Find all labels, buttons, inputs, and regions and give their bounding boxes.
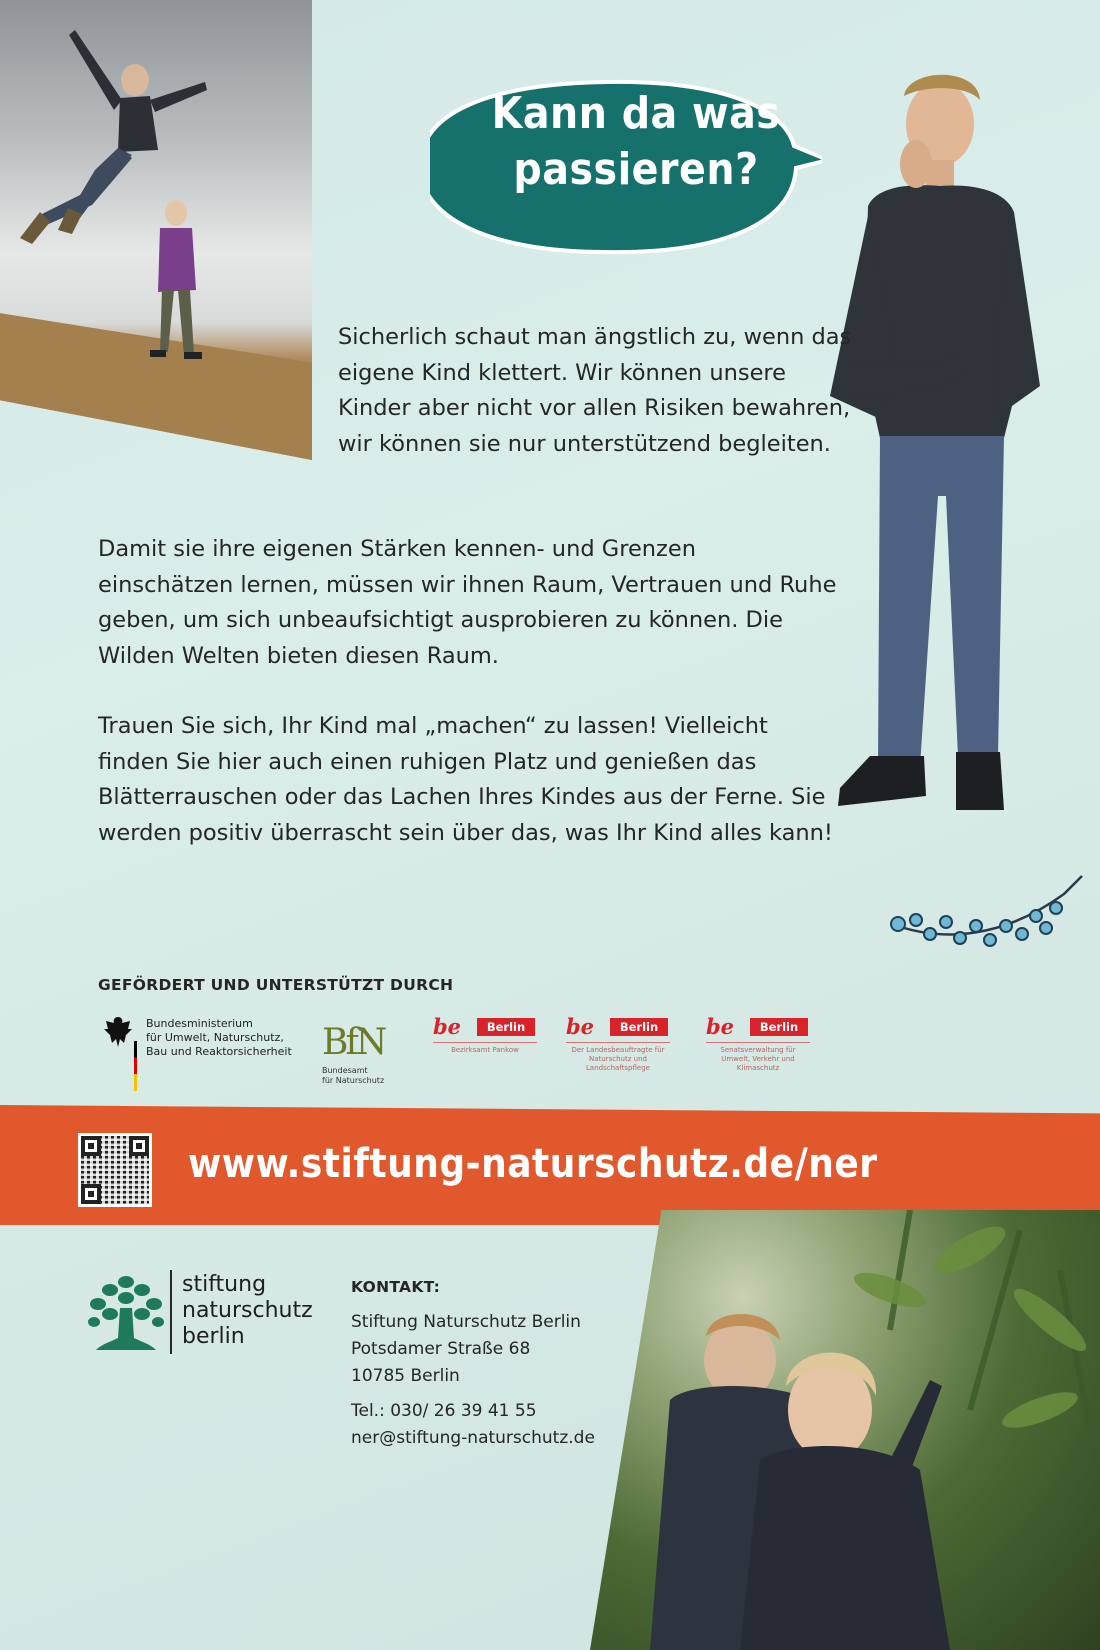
- qr-finder-top-left: [81, 1136, 101, 1156]
- bfn-name-line-1: Bundesamt: [322, 1066, 368, 1075]
- bmu-logo: [98, 1013, 298, 1093]
- contact-spacer: [351, 1390, 595, 1398]
- berlin-logo-be: be: [433, 1014, 462, 1039]
- berlin-logo-senatsverwaltung: [706, 1014, 810, 1092]
- tree-logo-icon: [86, 1268, 166, 1356]
- berlin-logo-pankow: [433, 1014, 537, 1092]
- berlin-logo-sub: Bezirksamt Pankow: [451, 1046, 519, 1054]
- organization-name: [182, 1272, 313, 1350]
- berlin-logo-box: Berlin: [610, 1018, 668, 1036]
- bmu-name-line-2: für Umwelt, Naturschutz,: [146, 1031, 284, 1044]
- qr-code-icon[interactable]: [78, 1133, 152, 1207]
- berlin-logo-be: be: [566, 1014, 595, 1039]
- berlin-logo-rule: [566, 1042, 670, 1043]
- qr-code-pattern: [81, 1136, 149, 1204]
- photo-climbing-boys: [590, 1210, 1100, 1650]
- berlin-logo-be: be: [706, 1014, 735, 1039]
- berry-branch-icon: [886, 874, 1086, 970]
- contact-title: KONTAKT:: [351, 1278, 441, 1296]
- organization-name-line-1: stiftung: [182, 1272, 267, 1297]
- paragraph-intro: Sicherlich schaut man ängstlich zu, wenn das eigene Kind klettert. Wir können unsere Kinder aber nicht vor allen Risiken bewahren, wir können sie nur unterstützend begleiten.: [338, 324, 852, 457]
- photo-surprised-man: [808, 66, 1058, 876]
- bfn-logo: [318, 1022, 408, 1088]
- headline: [448, 86, 824, 198]
- logo-divider: [170, 1270, 172, 1354]
- paragraph-trust: Trauen Sie sich, Ihr Kind mal „machen“ zu lassen! Vielleicht finden Sie hier auch einen ruhigen Platz und genießen das Blätterrauschen oder das Lachen Ihres Kindes aus der Ferne. Sie werden positiv überrascht sein über das, was Ihr Kind alles kann!: [98, 713, 833, 846]
- berlin-logo-box: Berlin: [477, 1018, 535, 1036]
- contact-phone: Tel.: 030/ 26 39 41 55: [351, 1401, 537, 1421]
- german-flag-stripe: [134, 1041, 137, 1091]
- bmu-name: [146, 1017, 316, 1059]
- berlin-logo-rule: [433, 1042, 537, 1043]
- berlin-logo-landesbeauftragter: [566, 1014, 670, 1092]
- organization-name-line-3: berlin: [182, 1324, 245, 1349]
- bmu-name-line-3: Bau und Reaktorsicherheit: [146, 1045, 292, 1058]
- qr-finder-top-right: [129, 1136, 149, 1156]
- children-silhouettes: [0, 0, 312, 460]
- berlin-logo-box: Berlin: [750, 1018, 808, 1036]
- photo-jumping-children: [0, 0, 312, 460]
- contact-name: Stiftung Naturschutz Berlin: [351, 1312, 581, 1332]
- bmu-name-line-1: Bundesministerium: [146, 1017, 253, 1030]
- bfn-mark: BfN: [322, 1022, 385, 1063]
- headline-line-1: Kann da was: [491, 88, 781, 139]
- contact-details: [351, 1309, 595, 1452]
- contact-city: 10785 Berlin: [351, 1366, 460, 1386]
- headline-line-2: passieren?: [513, 144, 759, 195]
- organization-name-line-2: naturschutz: [182, 1298, 313, 1323]
- berlin-logo-sub: Der Landesbeauftragte für Naturschutz und Landschaftspflege: [571, 1046, 665, 1072]
- sponsors-title: GEFÖRDERT UND UNTERSTÜTZT DURCH: [98, 976, 454, 994]
- berlin-logo-rule: [706, 1042, 810, 1043]
- contact-email[interactable]: ner@stiftung-naturschutz.de: [351, 1428, 595, 1448]
- paragraph-strengths: Damit sie ihre eigenen Stärken kennen- und Grenzen einschätzen lernen, müssen wir ihnen Raum, Vertrauen und Ruhe geben, um sich unbeaufsichtigt ausprobieren zu können. Die Wilden Welten bieten diesen Raum.: [98, 536, 837, 669]
- berlin-logo-sub: Senatsverwaltung für Umwelt, Verkehr und Klimaschutz: [720, 1046, 796, 1072]
- bfn-name: [322, 1066, 412, 1086]
- federal-eagle-icon: [102, 1015, 134, 1049]
- stiftung-naturschutz-logo: [86, 1268, 316, 1358]
- contact-street: Potsdamer Straße 68: [351, 1339, 531, 1359]
- website-link[interactable]: www.stiftung-naturschutz.de/ner: [188, 1141, 878, 1187]
- bfn-name-line-2: für Naturschutz: [322, 1076, 385, 1085]
- qr-finder-bottom-left: [81, 1184, 101, 1204]
- boys-silhouettes: [590, 1210, 1100, 1650]
